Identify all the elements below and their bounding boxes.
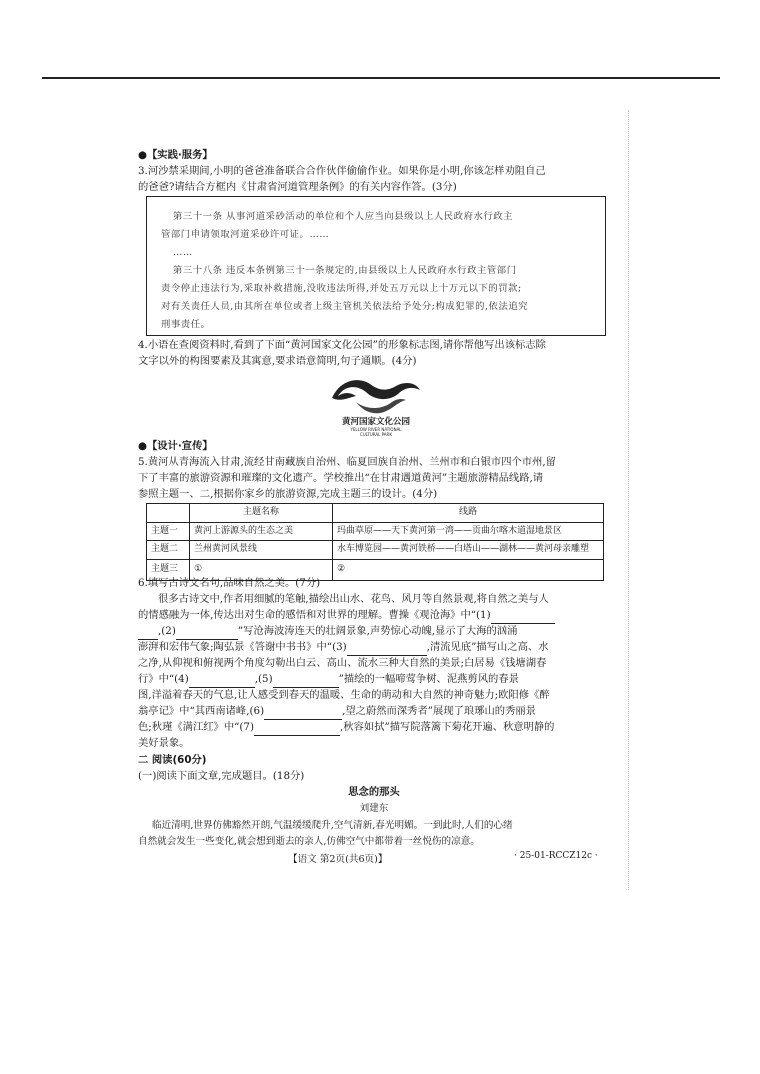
article-author: 刘建东 <box>359 803 389 814</box>
table-corner <box>147 504 190 523</box>
row-theme-name: 兰州黄河风景线 <box>190 541 333 560</box>
logo-english-text-2: CULTURAL PARK <box>360 432 392 437</box>
blank-5[interactable] <box>273 677 339 688</box>
logo-chinese-text: 黄河国家文化公园 <box>341 417 411 427</box>
reading-subheading: (一)阅读下面文章,完成题目。(18分) <box>138 770 305 782</box>
blank-3[interactable] <box>347 645 427 656</box>
row-theme-name: 黄河上游源头的生态之美 <box>190 522 333 541</box>
table-header-route: 线路 <box>333 504 604 523</box>
q6-line-10-a: 色;秋瑾《满江红》中“(7) <box>138 721 254 733</box>
q6-line-4-a: ,(2) <box>158 625 176 637</box>
row-route: 水车博览园——黄河铁桥——白塔山——湖林——黄河母亲雕塑 <box>333 541 604 560</box>
q6-line-9 <box>138 704 536 720</box>
q6-line-11: 美好景象。 <box>138 737 190 749</box>
law-line-5: 责令停止违法行为,采取补救措施,没收违法所得,并处五万元以上十万元以下的罚款; <box>161 283 522 294</box>
q6-line-9-a: 翁亭记》中“其西南诸峰,(6) <box>138 705 265 717</box>
law-line-2: 管部门申请领取河道采砂许可证。…… <box>161 229 330 240</box>
q6-line-5 <box>138 640 548 656</box>
blank-7[interactable] <box>254 725 340 736</box>
q6-line-10-b: ,秋容如拭”描写院落篱下菊花开遍、秋意明静的 <box>340 721 555 733</box>
article-title: 思念的那头 <box>348 786 400 798</box>
q6-line-10 <box>138 720 554 736</box>
q6-line-5-a: 澎湃和宏伟气象;陶弘景《答谢中书书》中“(3) <box>138 641 347 653</box>
q5-line-2: 下了丰富的旅游资源和璀璨的文化遗产。学校推出“在甘肃遇道黄河”主题旅游精品线路,请 <box>138 472 544 484</box>
blank-2[interactable] <box>176 629 238 640</box>
blank-1[interactable] <box>491 613 555 624</box>
q3-line-1: 3.河沙禁采期间,小明的爸爸准备联合合作伙伴偷偷作业。如果你是小明,你该怎样劝阻自己 <box>138 165 546 177</box>
article-paragraph-1b: 自然就会发生一些变化,就会想到逝去的亲人,仿佛空气中都带着一丝悦伤的凉意。 <box>138 836 480 847</box>
q6-line-3 <box>138 608 555 624</box>
q4-line-1: 4.小语在查阅资料时,看到了下面“黄河国家文化公园”的形象标志图,请你帮他写出该标志除 <box>138 339 546 351</box>
q6-line-4-b: ”写沧海波涛连天的壮阔景象,声势惊心动魄,显示了大海的汹涌 <box>237 625 518 637</box>
law-line-7: 刑事责任。 <box>161 319 211 330</box>
section-design-heading: ●【设计·宣传】 <box>138 440 213 452</box>
blank-4[interactable] <box>189 677 255 688</box>
q6-line-7 <box>138 672 519 688</box>
yellow-river-park-logo <box>326 372 426 440</box>
scan-edge-marks <box>628 110 637 890</box>
q6-line-7-c: ”描绘的一幅啼莺争树、泥燕剪风的春景 <box>338 673 519 685</box>
q4-line-2: 文字以外的构图要素及其寓意,要求语意简明,句子通顺。(4分) <box>138 355 417 367</box>
q6-line-3-text: 的情感融为一体,传达出对生命的感悟和对世界的理解。曹操《观沧海》中“(1) <box>138 609 491 621</box>
law-excerpt-box <box>146 196 606 336</box>
page-footer: 【语文 第2页(共6页)】 <box>288 854 388 865</box>
article-paragraph-1a: 临近清明,世界仿佛豁然开朗,气温缓缓爬升,空气清新,春光明媚。一到此时,人们的心绪 <box>152 820 513 831</box>
table-row <box>147 522 604 541</box>
section-practice-heading: ●【实践·服务】 <box>138 149 213 161</box>
law-line-3: …… <box>173 247 193 258</box>
row-label: 主题二 <box>147 541 190 560</box>
q6-line-7-b: ,(5) <box>254 673 273 685</box>
table-row <box>147 541 604 560</box>
law-line-1: 第三十一条 从事河道采砂活动的单位和个人应当向县级以上人民政府水行政主 <box>173 211 514 222</box>
law-line-4: 第三十八条 违反本条例第三十一条规定的,由县级以上人民政府水行政主管部门 <box>173 265 517 276</box>
theme-route-table <box>146 503 604 581</box>
q6-line-7-a: 行》中“(4) <box>138 673 189 685</box>
q6-line-2: 很多古诗文中,作者用细腻的笔触,描绘出山水、花鸟、风月等自然景观,将自然之美与人 <box>158 593 549 605</box>
law-line-6: 对有关责任人员,由其所在单位或者上级主管机关依法给予处分;构成犯罪的,依法追究 <box>161 301 529 312</box>
blank-marker-1: ① <box>194 563 203 574</box>
table-header-name: 主题名称 <box>190 504 333 523</box>
row-route-blank[interactable] <box>333 559 604 580</box>
reading-heading: 二 阅读(60分) <box>138 754 207 766</box>
q3-line-2: 的爸爸?请结合方框内《甘肃省河道管理条例》的有关内容作答。(3分) <box>138 181 457 193</box>
row-label: 主题三 <box>147 559 190 580</box>
q6-line-6: 之净,从仰视和俯视两个角度勾勒出白云、高山、流水三种大自然的美景;白居易《钱塘湖春 <box>138 657 547 669</box>
header-rule <box>42 77 720 79</box>
row-label: 主题一 <box>147 522 190 541</box>
q5-line-1: 5.黄河从青海流入甘肃,流经甘南藏族自治州、临夏回族自治州、兰州市和白银市四个市州,留 <box>138 456 556 468</box>
row-route: 玛曲草原——天下黄河第一湾——贡曲尔喀木道湿地景区 <box>333 522 604 541</box>
page-code: · 25-01-RCCZ12c · <box>514 851 598 861</box>
blank-1-cont[interactable] <box>138 629 158 640</box>
logo-english-text-1: YELLOW RIVER NATIONAL <box>350 427 402 432</box>
blank-6[interactable] <box>264 709 342 720</box>
q6-line-4 <box>138 624 517 640</box>
q6-line-9-b: ,望之蔚然而深秀者”展现了琅琊山的秀丽景 <box>342 705 536 717</box>
q6-line-5-b: ,清流见底”描写山之高、水 <box>426 641 549 653</box>
q6-line-8: 图,洋溢着春天的气息,让人感受到春天的温暖、生命的萌动和大自然的神奇魅力;欧阳修《醉 <box>138 689 550 701</box>
q6-line-1: 6.填写古诗文名句,品味自然之美。(7分) <box>138 577 321 589</box>
blank-marker-2: ② <box>337 563 346 574</box>
q5-line-3: 参照主题一、二,根据你家乡的旅游资源,完成主题三的设计。(4分) <box>138 488 438 500</box>
